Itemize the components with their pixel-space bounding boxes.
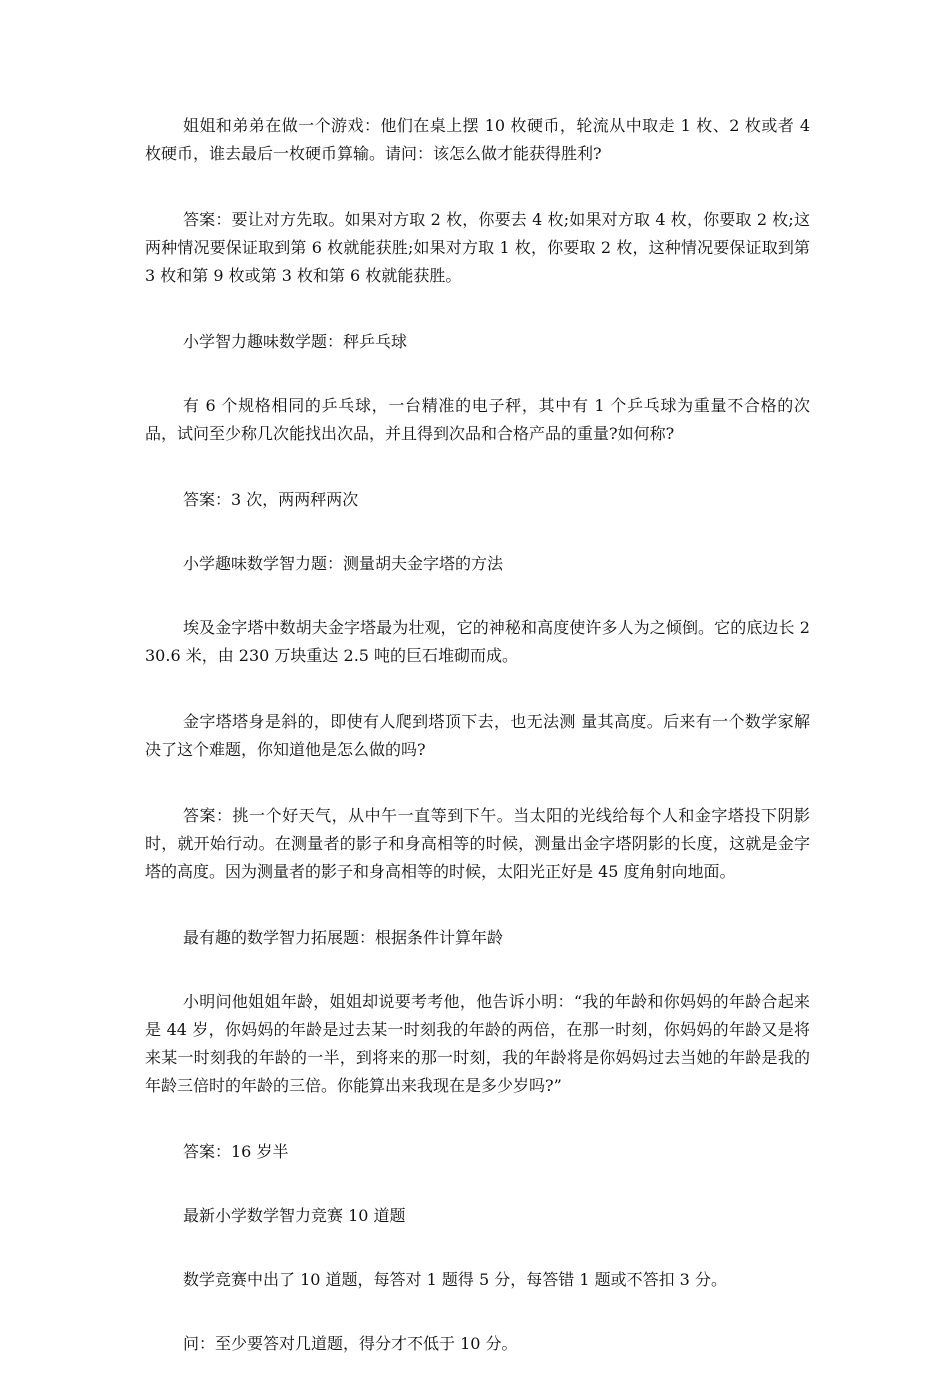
paragraph-pyramid-answer: 答案：挑一个好天气，从中午一直等到下午。当太阳的光线给每个人和金字塔投下阴影时，就开始行动。在测量者的影子和身高相等的时候，测量出金字塔阴影的长度，这就是金字塔的高度。因为测量者的影子和身高相等的时候，太阳光正好是 45 度角射向地面。 bbox=[145, 806, 810, 881]
paragraph-ping-pong-answer: 答案：3 次，两两秤两次 bbox=[183, 490, 359, 509]
paragraph-pyramid-intro: 埃及金字塔中数胡夫金字塔最为壮观，它的神秘和高度使许多人为之倾倒。它的底边长 230.6 米，由 230 万块重达 2.5 吨的巨石堆砌而成。 bbox=[145, 618, 810, 665]
paragraph-coin-game-answer: 答案：要让对方先取。如果对方取 2 枚，你要去 4 枚;如果对方取 4 枚，你要取 2 枚;这两种情况要保证取到第 6 枚就能获胜;如果对方取 1 枚，你要取 2 枚，这种情况要保证取到第 3 枚和第 9 枚或第 3 枚和第 6 枚就能获胜。 bbox=[145, 210, 810, 285]
paragraph-competition-rules: 数学竞赛中出了 10 道题，每答对 1 题得 5 分，每答错 1 题或不答扣 3 分。 bbox=[183, 1270, 727, 1289]
document-page bbox=[145, 112, 810, 1394]
heading-pyramid: 小学趣味数学智力题：测量胡夫金字塔的方法 bbox=[183, 554, 504, 573]
paragraph-competition-question: 问：至少要答对几道题，得分才不低于 10 分。 bbox=[183, 1334, 518, 1353]
paragraph-age-question: 小明问他姐姐年龄，姐姐却说要考考他，他告诉小明：“我的年龄和你妈妈的年龄合起来是 44 岁，你妈妈的年龄是过去某一时刻我的年龄的两倍，在那一时刻，你妈妈的年龄又是将来某一时刻我的年龄的一半，到将来的那一时刻，我的年龄将是你妈妈过去当她的年龄是我的年龄三倍时的年龄的三倍。你能算出来我现在是多少岁吗?” bbox=[145, 992, 810, 1095]
paragraph-pyramid-question: 金字塔塔身是斜的，即使有人爬到塔顶下去，也无法测 量其高度。后来有一个数学家解决了这个难题，你知道他是怎么做的吗? bbox=[145, 712, 810, 759]
paragraph-ping-pong-question: 有 6 个规格相同的乒乓球，一台精准的电子秤，其中有 1 个乒乓球为重量不合格的次品，试问至少称几次能找出次品，并且得到次品和合格产品的重量?如何称? bbox=[145, 396, 810, 443]
heading-age: 最有趣的数学智力拓展题：根据条件计算年龄 bbox=[183, 928, 504, 947]
paragraph-age-answer: 答案：16 岁半 bbox=[183, 1142, 289, 1161]
heading-competition: 最新小学数学智力竞赛 10 道题 bbox=[183, 1206, 406, 1225]
paragraph-coin-game: 姐姐和弟弟在做一个游戏：他们在桌上摆 10 枚硬币，轮流从中取走 1 枚、2 枚或者 4 枚硬币，谁去最后一枚硬币算输。请问：该怎么做才能获得胜利? bbox=[145, 116, 810, 163]
heading-ping-pong: 小学智力趣味数学题：秤乒乓球 bbox=[183, 332, 408, 351]
